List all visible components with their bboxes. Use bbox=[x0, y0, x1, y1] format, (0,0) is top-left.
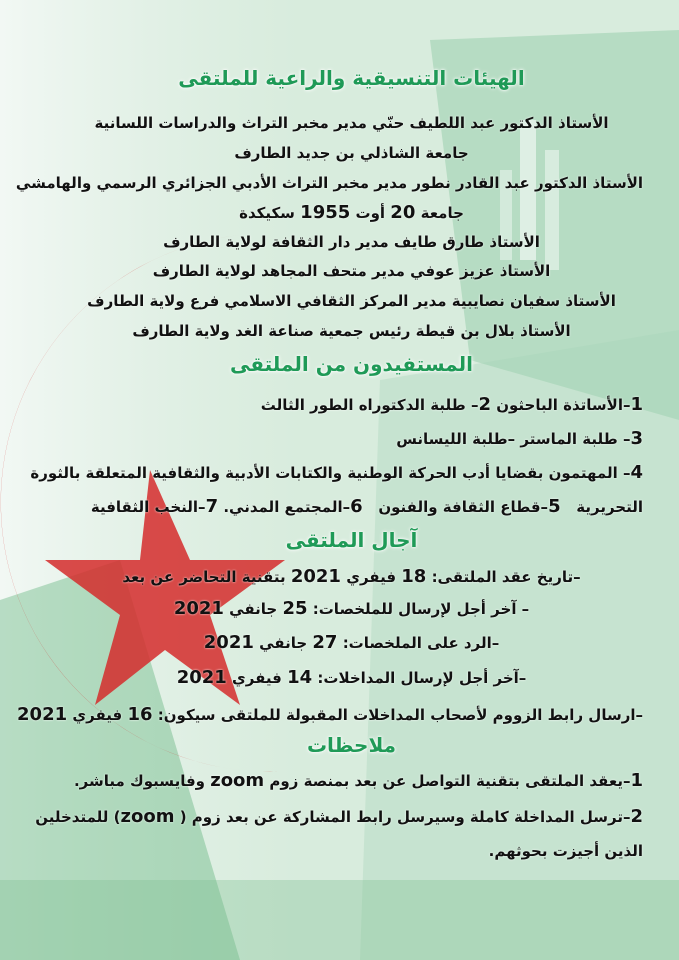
beneficiary-item-3: 3– طلبة الماستر –طلبة الليسانس bbox=[396, 428, 643, 449]
deadlines-heading: آجال الملتقى bbox=[285, 528, 418, 552]
beneficiary-item-1-2: 1–الأساتذة الباحثون 2– طلبة الدكتوراه الطور الثالث bbox=[260, 394, 643, 415]
beneficiary-item-4-7: 4– المهتمون بقضايا أدب الحركة الوطنية والكتابات الأدبية والثقافية المتعلقة بالثورة التحريرية 5–قطاع الثقافة والفنون 6–المجتمع المدني. 7–النخب الثقافية bbox=[30, 462, 643, 517]
organizer-university: جامعة 20 أوت 1955 سكيكدة bbox=[239, 202, 464, 223]
deadline-abstracts: – آخر أجل لإرسال للملخصات: 25 جانفي 2021 bbox=[173, 598, 530, 619]
note-item-2: 2–ترسل المداخلة كاملة وسيرسل رابط المشاركة عن بعد زوم ( zoom) للمتدخلين الذين أجيزت بحوثهم. bbox=[35, 806, 643, 860]
beneficiaries-heading: المستفيدون من الملتقى bbox=[230, 352, 473, 376]
note-item-1: 1–يعقد الملتقى بتقنية التواصل عن بعد بمنصة زوم zoom وفايسبوك مباشر. bbox=[73, 770, 643, 791]
notes-heading: ملاحظات bbox=[306, 733, 397, 757]
organizer-line-2: جامعة الشاذلي بن جديد الطارف bbox=[234, 144, 469, 162]
deadline-zoom-link: –ارسال رابط الزووم لأصحاب المداخلات المقبولة للملتقى سيكون: 16 فيفري 2021 bbox=[17, 704, 643, 725]
organizer-line-3: الأستاذ الدكتور عبد القادر نطور مدير مخبر التراث الأدبي الجزائري الرسمي والهامشي bbox=[15, 174, 643, 192]
organizer-line-7: الأستاذ بلال بن قيطة رئيس جمعية صناعة الغد ولاية الطارف bbox=[132, 322, 571, 340]
deadline-papers: –آخر أجل لإرسال المداخلات: 14 فيفري 2021 bbox=[176, 667, 527, 688]
organizer-line-1: الأستاذ الدكتور عبد اللطيف حنّي مدير مخبر التراث والدراسات اللسانية bbox=[94, 114, 609, 132]
announcement-content bbox=[15, 0, 643, 960]
organizer-line-4: الأستاذ طارق طايف مدير دار الثقافة لولاية الطارف bbox=[163, 233, 540, 251]
organizers-heading: الهيئات التنسيقية والراعية للملتقى bbox=[178, 66, 525, 90]
deadline-abstract-reply: –الرد على الملخصات: 27 جانفي 2021 bbox=[203, 632, 500, 653]
deadline-conference-date: –تاريخ عقد الملتقى: 18 فيفري 2021 بتقنية التحاضر عن بعد bbox=[122, 566, 581, 587]
organizer-line-5: الأستاذ عزيز عوفي مدير متحف المجاهد لولاية الطارف bbox=[152, 262, 551, 280]
organizer-line-6: الأستاذ سفيان نصايبية مدير المركز الثقافي الاسلامي فرع ولاية الطارف bbox=[87, 292, 616, 310]
